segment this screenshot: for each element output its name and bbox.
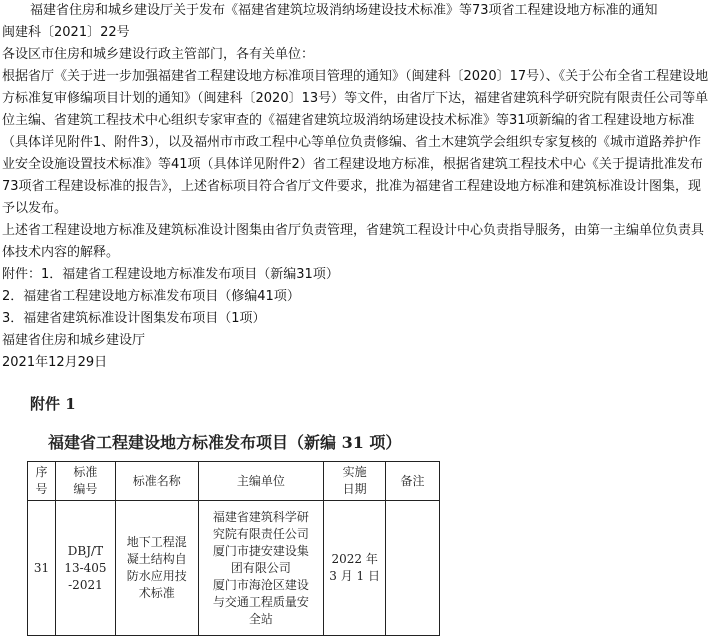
header-name: 标准名称: [115, 462, 198, 501]
cell-name: 地下工程混 凝土结构自 防水应用技 术标准: [115, 501, 198, 636]
cell-code: DBJ/T 13-405 -2021: [55, 501, 115, 636]
header-code: 标准 编号: [55, 462, 115, 501]
issue-date: 2021年12月29日: [2, 355, 108, 370]
attachment-item-3: 3．福建省建筑标准设计图集发布项目（1项）: [2, 311, 266, 326]
cell-seq: 31: [28, 501, 56, 636]
body-paragraph-2: 上述省工程建设地方标准及建筑标准设计图集由省厅负责管理，省建筑工程设计中心负责指导服务，由第一主编单位负责具体技术内容的解释。: [2, 223, 705, 260]
table-row: [28, 501, 440, 636]
standards-table: [27, 461, 440, 636]
doc-number: 闽建科〔2021〕22号: [2, 25, 130, 40]
cell-date: 2022 年 3 月 1 日: [324, 501, 386, 636]
table-header-row: [28, 462, 440, 501]
body-paragraph-1: 根据省厅《关于进一步加强福建省工程建设地方标准项目管理的通知》（闽建科〔2020〕17号）、《关于公布全省工程建设地方标准复审修编项目计划的通知》（闽建科〔2020〕13号）等文件，由省厅下达，福建省建筑科学研究院有限责任公司等单位主编、省建筑工程技术中心组织专家审查的《福建省建筑垃圾消纳场建设技术标准》等31项新编的省工程建设地方标准（具体详见附件1、附件3），以及福州市市政工程中心等单位负责修编、省土木建筑学会组织专家复核的《城市道路养护作业安全设施设置技术标准》等41项（具体详见附件2）省工程建设地方标准，根据省建筑工程技术中心《关于提请批准发布73项省工程建设标准的报告》，上述省标项目符合省厅文件要求，批准为福建省工程建设地方标准和建筑标准设计图集，现予以发布。: [2, 69, 709, 216]
notice-title: 福建省住房和城乡建设厅关于发布《福建省建筑垃圾消纳场建设技术标准》等73项省工程建设地方标准的通知: [30, 3, 658, 18]
attachment-item-1: 附件：1．福建省工程建设地方标准发布项目（新编31项）: [2, 267, 339, 282]
header-date: 实施 日期: [324, 462, 386, 501]
header-editor: 主编单位: [198, 462, 324, 501]
cell-editor: 福建省建筑科学研 究院有限责任公司 厦门市捷安建设集 团有限公司 厦门市海沧区建设 与交通工程质量安 全站: [198, 501, 324, 636]
issuer: 福建省住房和城乡建设厅: [2, 333, 146, 348]
attachment-item-2: 2．福建省工程建设地方标准发布项目（修编41项）: [2, 289, 300, 304]
header-seq: 序 号: [28, 462, 56, 501]
attachment-label: 附件 1: [30, 395, 76, 413]
header-remark: 备注: [386, 462, 440, 501]
cell-remark: [386, 501, 440, 636]
salutation: 各设区市住房和城乡建设行政主管部门，各有关单位：: [2, 47, 315, 62]
table-title: 福建省工程建设地方标准发布项目（新编 31 项）: [48, 433, 402, 452]
